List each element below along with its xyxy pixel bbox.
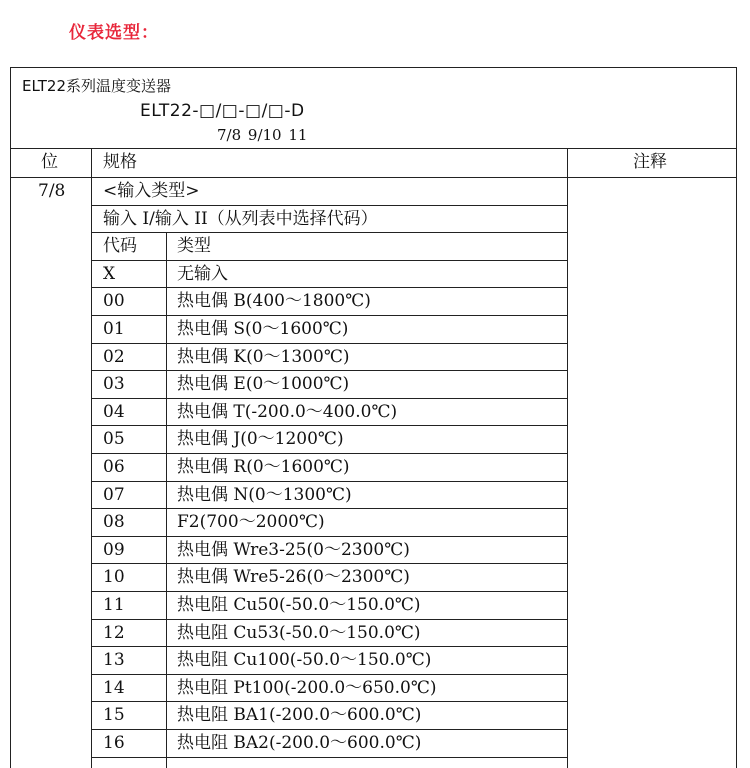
position-labels: 7/8 9/10 11 xyxy=(217,126,308,144)
row-code: 14 xyxy=(103,677,125,698)
grid-line xyxy=(91,453,567,454)
grid-line xyxy=(567,148,568,768)
row-type: 热电阻 Cu53(-50.0～150.0℃) xyxy=(177,622,421,643)
page-heading: 仪表选型： xyxy=(69,23,159,43)
column-spec-header: 规格 xyxy=(103,152,137,172)
row-code: 07 xyxy=(103,484,125,505)
row-type: 热电偶 J(0～1200℃) xyxy=(177,429,344,450)
grid-line xyxy=(91,287,567,288)
row-code: 15 xyxy=(103,705,125,726)
grid-line xyxy=(91,646,567,647)
grid-line xyxy=(91,148,92,768)
row-type: 无输入 xyxy=(177,263,228,284)
table-header-block xyxy=(11,68,736,148)
grid-line xyxy=(91,729,567,730)
grid-line xyxy=(91,563,567,564)
grid-line xyxy=(91,398,567,399)
row-type: 热电偶 B(400～1800℃) xyxy=(177,291,371,312)
grid-line xyxy=(91,232,567,233)
grid-line xyxy=(91,536,567,537)
grid-line xyxy=(91,674,567,675)
row-type: 热电阻 BA1(-200.0～600.0℃) xyxy=(177,705,422,726)
grid-line xyxy=(91,343,567,344)
row-type: 热电偶 R(0～1600℃) xyxy=(177,457,350,477)
type-header: 类型 xyxy=(177,236,211,257)
grid-line xyxy=(91,260,567,261)
grid-line xyxy=(91,315,567,316)
grid-line xyxy=(166,232,167,768)
grid-line xyxy=(11,148,736,149)
section-position: 7/8 xyxy=(38,181,66,201)
row-type: 热电偶 Wre3-25(0～2300℃) xyxy=(177,539,410,560)
column-position-header: 位 xyxy=(41,152,58,172)
grid-line xyxy=(91,757,567,758)
row-type: 热电阻 Pt100(-200.0～650.0℃) xyxy=(177,677,437,698)
row-type: 热电阻 Cu100(-50.0～150.0℃) xyxy=(177,650,432,671)
row-code: 06 xyxy=(103,457,125,477)
row-code: 03 xyxy=(103,374,125,395)
code-header: 代码 xyxy=(103,236,137,257)
row-code: 11 xyxy=(103,595,125,615)
row-code: 04 xyxy=(103,401,125,422)
grid-line xyxy=(91,701,567,702)
selection-table xyxy=(10,67,737,768)
row-type: 热电偶 K(0～1300℃) xyxy=(177,346,350,367)
row-type: 热电偶 T(-200.0～400.0℃) xyxy=(177,401,398,422)
row-type: 热电阻 Cu50(-50.0～150.0℃) xyxy=(177,595,421,615)
section-title: <输入类型> xyxy=(103,181,200,201)
grid-line xyxy=(91,619,567,620)
row-code: 16 xyxy=(103,733,125,753)
row-code: 08 xyxy=(103,512,125,533)
row-code: 02 xyxy=(103,346,125,367)
product-title: ELT22系列温度变送器 xyxy=(22,77,172,95)
model-code: ELT22-□/□-□/□-D xyxy=(140,101,305,121)
grid-line xyxy=(91,205,567,206)
grid-line xyxy=(91,591,567,592)
row-code: 05 xyxy=(103,429,125,450)
row-code: 13 xyxy=(103,650,125,671)
row-code: 10 xyxy=(103,567,125,588)
row-code: 00 xyxy=(103,291,125,312)
row-code: X xyxy=(103,263,116,284)
grid-line xyxy=(91,370,567,371)
row-type: 热电偶 Wre5-26(0～2300℃) xyxy=(177,567,410,588)
row-code: 09 xyxy=(103,539,125,560)
row-code: 12 xyxy=(103,622,125,643)
row-type: 热电阻 BA2(-200.0～600.0℃) xyxy=(177,733,422,753)
row-type: 热电偶 N(0～1300℃) xyxy=(177,484,352,505)
grid-line xyxy=(91,508,567,509)
row-type: 热电偶 E(0～1000℃) xyxy=(177,374,350,395)
row-type: F2(700～2000℃) xyxy=(177,512,325,533)
row-type: 热电偶 S(0～1600℃) xyxy=(177,319,349,339)
column-note-header: 注释 xyxy=(633,152,667,172)
grid-line xyxy=(11,177,736,178)
grid-line xyxy=(91,481,567,482)
section-subtitle: 输入 I/输入 II（从列表中选择代码） xyxy=(103,208,378,229)
grid-line xyxy=(91,425,567,426)
row-code: 01 xyxy=(103,319,125,339)
